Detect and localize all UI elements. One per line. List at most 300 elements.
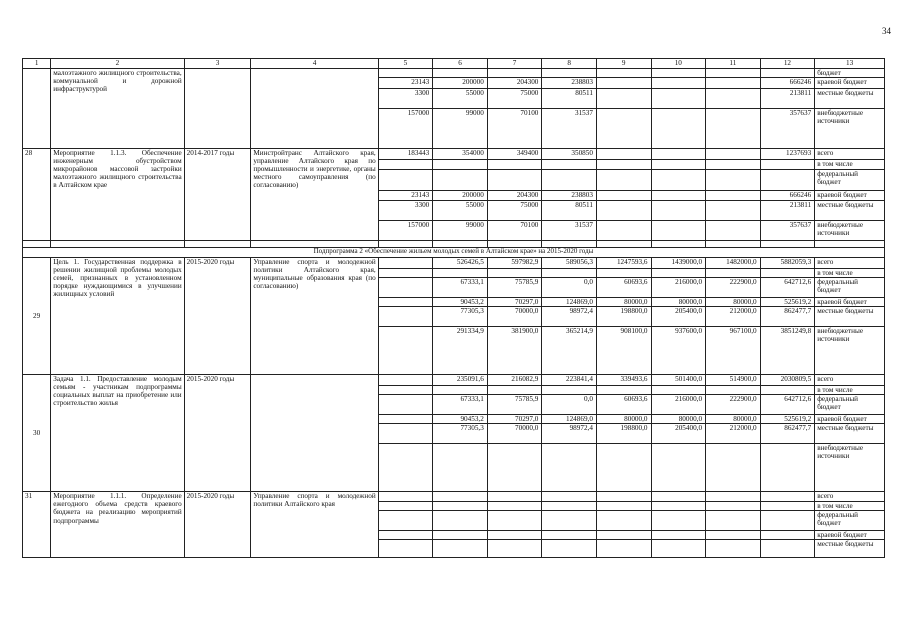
value-cell: 75000 xyxy=(487,201,542,221)
value-cell xyxy=(596,149,651,160)
value-cell: 501400,0 xyxy=(651,375,706,386)
value-cell: 222900,0 xyxy=(706,395,761,415)
value-cell: 642712,6 xyxy=(760,395,815,415)
value-cell xyxy=(542,269,597,278)
funding-source: внебюджетные источники xyxy=(815,221,885,241)
column-number: 6 xyxy=(433,59,488,69)
value-cell: 222900,0 xyxy=(706,278,761,298)
value-cell xyxy=(651,78,706,89)
value-cell: 77305,3 xyxy=(433,424,488,444)
value-cell: 200000 xyxy=(433,78,488,89)
empty-cell xyxy=(815,241,885,248)
value-cell xyxy=(433,492,488,502)
column-number: 11 xyxy=(706,59,761,69)
value-cell xyxy=(542,69,597,78)
value-cell: 70100 xyxy=(487,109,542,149)
funding-source: всего xyxy=(815,258,885,269)
subprogram-row xyxy=(23,248,885,258)
value-cell xyxy=(760,386,815,395)
value-cell: 967100,0 xyxy=(706,327,761,375)
funding-source: местные бюджеты xyxy=(815,201,885,221)
funding-source: краевой бюджет xyxy=(815,78,885,89)
value-cell xyxy=(651,540,706,558)
column-number: 12 xyxy=(760,59,815,69)
funding-source: местные бюджеты xyxy=(815,540,885,558)
value-cell: 23143 xyxy=(378,78,433,89)
value-cell: 291334,9 xyxy=(433,327,488,375)
empty-cell xyxy=(487,241,542,248)
value-cell xyxy=(487,160,542,170)
column-number: 8 xyxy=(542,59,597,69)
value-cell xyxy=(378,511,433,531)
funding-source: внебюджетные источники xyxy=(815,109,885,149)
funding-source: бюджет xyxy=(815,69,885,78)
value-cell xyxy=(706,502,761,511)
value-cell: 3851249,8 xyxy=(760,327,815,375)
value-cell xyxy=(651,191,706,201)
value-cell: 589056,3 xyxy=(542,258,597,269)
empty-cell xyxy=(23,241,51,248)
value-cell xyxy=(706,221,761,241)
value-cell: 70100 xyxy=(487,221,542,241)
executor: Управление спорта и молодежной политики Алтайского края xyxy=(251,492,378,558)
value-cell xyxy=(651,444,706,492)
value-cell xyxy=(706,540,761,558)
value-cell: 525619,2 xyxy=(760,298,815,307)
value-cell: 5882059,3 xyxy=(760,258,815,269)
column-number: 2 xyxy=(51,59,184,69)
value-cell xyxy=(596,201,651,221)
value-cell xyxy=(433,160,488,170)
measure-name: Задача 1.1. Предоставление молодым семьям - участникам подпрограммы социальных выплат на приобретение или строительство жилья xyxy=(51,375,184,492)
empty-cell xyxy=(184,241,251,248)
value-cell xyxy=(651,170,706,191)
value-cell: 862477,7 xyxy=(760,307,815,327)
value-cell xyxy=(651,502,706,511)
value-cell: 67333,1 xyxy=(433,278,488,298)
spacer-row xyxy=(23,241,885,248)
value-cell xyxy=(706,109,761,149)
value-cell: 213811 xyxy=(760,89,815,109)
value-cell xyxy=(706,78,761,89)
value-cell xyxy=(487,502,542,511)
value-cell: 349400 xyxy=(487,149,542,160)
value-cell: 60693,6 xyxy=(596,395,651,415)
value-cell: 216000,0 xyxy=(651,278,706,298)
executor: Управление спорта и молодежной политики Алтайского края, муниципальные образования края (по согласованию) xyxy=(251,258,378,375)
empty-cell xyxy=(51,241,184,248)
value-cell: 23143 xyxy=(378,191,433,201)
value-cell: 642712,6 xyxy=(760,278,815,298)
value-cell xyxy=(487,540,542,558)
empty-cell xyxy=(706,241,761,248)
value-cell xyxy=(378,386,433,395)
column-number: 4 xyxy=(251,59,378,69)
executor: Минстройтранс Алтайского края, управление Алтайского края по промышленности и энергетике, органы местного самоуправления (по согласованию) xyxy=(251,149,378,241)
value-cell xyxy=(433,511,488,531)
value-cell: 3300 xyxy=(378,89,433,109)
funding-source: федеральный бюджет xyxy=(815,170,885,191)
value-cell xyxy=(596,109,651,149)
row-number xyxy=(23,69,51,149)
value-cell: 3300 xyxy=(378,201,433,221)
value-cell: 354000 xyxy=(433,149,488,160)
value-cell xyxy=(542,444,597,492)
value-cell: 908100,0 xyxy=(596,327,651,375)
value-cell: 31537 xyxy=(542,109,597,149)
value-cell: 70297,0 xyxy=(487,415,542,424)
value-cell: 235091,6 xyxy=(433,375,488,386)
row-number: 31 xyxy=(23,492,51,558)
column-number: 13 xyxy=(815,59,885,69)
value-cell xyxy=(378,395,433,415)
period: 2015-2020 годы xyxy=(184,492,251,558)
empty-cell xyxy=(760,241,815,248)
value-cell xyxy=(542,511,597,531)
value-cell: 90453,2 xyxy=(433,415,488,424)
table-row xyxy=(23,69,885,78)
value-cell xyxy=(651,221,706,241)
funding-source: в том числе xyxy=(815,386,885,395)
value-cell: 55000 xyxy=(433,201,488,221)
value-cell xyxy=(706,531,761,540)
value-cell xyxy=(596,221,651,241)
value-cell: 80000,0 xyxy=(596,298,651,307)
value-cell: 157000 xyxy=(378,109,433,149)
value-cell: 70000,0 xyxy=(487,307,542,327)
page-number: 34 xyxy=(882,26,891,36)
empty-cell xyxy=(433,241,488,248)
value-cell: 157000 xyxy=(378,221,433,241)
value-cell: 339493,6 xyxy=(596,375,651,386)
value-cell xyxy=(596,89,651,109)
measure-name: Цель 1. Государственная поддержка в решении жилищной проблемы молодых семей, признанных в установленном порядке нуждающимися в улучшении жилищных условий xyxy=(51,258,184,375)
row-number: 30 xyxy=(23,375,51,492)
value-cell xyxy=(706,191,761,201)
value-cell xyxy=(487,444,542,492)
value-cell xyxy=(378,492,433,502)
measure-name: Мероприятие 1.1.1. Определение ежегодного объема средств краевого бюджета на реализацию мероприятий подпрограммы xyxy=(51,492,184,558)
funding-source: федеральный бюджет xyxy=(815,278,885,298)
value-cell: 212000,0 xyxy=(706,424,761,444)
value-cell xyxy=(651,386,706,395)
value-cell: 597982,9 xyxy=(487,258,542,269)
value-cell xyxy=(378,170,433,191)
value-cell xyxy=(378,160,433,170)
value-cell xyxy=(378,540,433,558)
value-cell xyxy=(433,386,488,395)
value-cell xyxy=(378,415,433,424)
value-cell xyxy=(760,502,815,511)
value-cell xyxy=(760,444,815,492)
funding-source: местные бюджеты xyxy=(815,89,885,109)
funding-source: краевой бюджет xyxy=(815,191,885,201)
funding-source: всего xyxy=(815,149,885,160)
value-cell: 937600,0 xyxy=(651,327,706,375)
period: 2015-2020 годы xyxy=(184,258,251,375)
funding-source: в том числе xyxy=(815,160,885,170)
value-cell xyxy=(760,69,815,78)
value-cell: 212000,0 xyxy=(706,307,761,327)
value-cell xyxy=(433,170,488,191)
funding-source: краевой бюджет xyxy=(815,531,885,540)
value-cell: 514900,0 xyxy=(706,375,761,386)
value-cell xyxy=(433,540,488,558)
value-cell: 70297,0 xyxy=(487,298,542,307)
value-cell xyxy=(651,201,706,221)
value-cell: 67333,1 xyxy=(433,395,488,415)
value-cell xyxy=(487,69,542,78)
funding-source: внебюджетные источники xyxy=(815,444,885,492)
value-cell xyxy=(706,89,761,109)
measure-name: Мероприятие 1.1.3. Обеспечение инженерным обустройством микрорайонов массовой застройки малоэтажного жилищного строительства в Алтайском крае xyxy=(51,149,184,241)
value-cell xyxy=(378,327,433,375)
value-cell: 98972,4 xyxy=(542,307,597,327)
value-cell xyxy=(542,160,597,170)
value-cell xyxy=(378,69,433,78)
value-cell xyxy=(542,540,597,558)
column-number: 3 xyxy=(184,59,251,69)
table-row xyxy=(23,375,885,386)
value-cell: 124869,0 xyxy=(542,415,597,424)
funding-source: краевой бюджет xyxy=(815,298,885,307)
value-cell xyxy=(596,160,651,170)
value-cell xyxy=(433,502,488,511)
value-cell: 75000 xyxy=(487,89,542,109)
value-cell: 666246 xyxy=(760,78,815,89)
empty-cell xyxy=(251,241,378,248)
value-cell: 55000 xyxy=(433,89,488,109)
empty-cell xyxy=(542,241,597,248)
value-cell xyxy=(760,269,815,278)
value-cell xyxy=(596,540,651,558)
value-cell: 90453,2 xyxy=(433,298,488,307)
value-cell: 357637 xyxy=(760,221,815,241)
value-cell xyxy=(596,170,651,191)
value-cell xyxy=(760,540,815,558)
value-cell: 200000 xyxy=(433,191,488,201)
value-cell xyxy=(378,278,433,298)
value-cell: 0,0 xyxy=(542,278,597,298)
value-cell: 183443 xyxy=(378,149,433,160)
value-cell xyxy=(651,89,706,109)
value-cell xyxy=(596,191,651,201)
value-cell xyxy=(596,269,651,278)
funding-source: краевой бюджет xyxy=(815,415,885,424)
budget-table xyxy=(22,58,885,558)
executor xyxy=(251,69,378,149)
value-cell: 1439000,0 xyxy=(651,258,706,269)
value-cell xyxy=(760,492,815,502)
row-number: 28 xyxy=(23,149,51,241)
value-cell xyxy=(487,386,542,395)
value-cell xyxy=(487,492,542,502)
funding-source: в том числе xyxy=(815,502,885,511)
value-cell xyxy=(378,531,433,540)
value-cell xyxy=(542,386,597,395)
value-cell xyxy=(651,492,706,502)
value-cell xyxy=(651,160,706,170)
empty-cell xyxy=(378,241,433,248)
value-cell xyxy=(706,269,761,278)
value-cell xyxy=(706,386,761,395)
value-cell xyxy=(706,201,761,221)
funding-source: федеральный бюджет xyxy=(815,395,885,415)
funding-source: всего xyxy=(815,375,885,386)
value-cell: 205400,0 xyxy=(651,307,706,327)
value-cell xyxy=(706,149,761,160)
funding-source: местные бюджеты xyxy=(815,307,885,327)
table-row xyxy=(23,149,885,160)
value-cell xyxy=(487,511,542,531)
value-cell: 99000 xyxy=(433,109,488,149)
empty-cell xyxy=(651,241,706,248)
value-cell xyxy=(378,258,433,269)
empty-cell xyxy=(596,241,651,248)
funding-source: внебюджетные источники xyxy=(815,327,885,375)
funding-source: федеральный бюджет xyxy=(815,511,885,531)
value-cell xyxy=(596,78,651,89)
value-cell: 216000,0 xyxy=(651,395,706,415)
table-row xyxy=(23,258,885,269)
period: 2014-2017 годы xyxy=(184,149,251,241)
value-cell xyxy=(433,444,488,492)
value-cell: 75785,9 xyxy=(487,278,542,298)
value-cell: 213811 xyxy=(760,201,815,221)
value-cell: 80511 xyxy=(542,89,597,109)
value-cell: 0,0 xyxy=(542,395,597,415)
value-cell: 60693,6 xyxy=(596,278,651,298)
value-cell xyxy=(651,109,706,149)
value-cell xyxy=(760,511,815,531)
value-cell xyxy=(651,511,706,531)
value-cell xyxy=(487,531,542,540)
executor xyxy=(251,375,378,492)
value-cell xyxy=(378,269,433,278)
funding-source: всего xyxy=(815,492,885,502)
value-cell xyxy=(596,502,651,511)
value-cell xyxy=(651,531,706,540)
value-cell: 350850 xyxy=(542,149,597,160)
value-cell xyxy=(542,531,597,540)
value-cell xyxy=(760,170,815,191)
value-cell xyxy=(651,269,706,278)
value-cell xyxy=(760,160,815,170)
row-number: 29 xyxy=(23,258,51,375)
column-number: 5 xyxy=(378,59,433,69)
value-cell xyxy=(706,444,761,492)
value-cell xyxy=(651,149,706,160)
value-cell xyxy=(487,170,542,191)
value-cell: 99000 xyxy=(433,221,488,241)
value-cell xyxy=(542,502,597,511)
value-cell xyxy=(542,170,597,191)
value-cell xyxy=(542,492,597,502)
value-cell xyxy=(378,444,433,492)
value-cell xyxy=(596,69,651,78)
value-cell: 238803 xyxy=(542,78,597,89)
value-cell xyxy=(596,492,651,502)
value-cell: 124869,0 xyxy=(542,298,597,307)
value-cell: 1482000,0 xyxy=(706,258,761,269)
value-cell: 666246 xyxy=(760,191,815,201)
value-cell: 223841,4 xyxy=(542,375,597,386)
column-number: 10 xyxy=(651,59,706,69)
period xyxy=(184,69,251,149)
value-cell: 80511 xyxy=(542,201,597,221)
column-number: 7 xyxy=(487,59,542,69)
value-cell: 80000,0 xyxy=(651,415,706,424)
value-cell: 1247593,6 xyxy=(596,258,651,269)
value-cell: 98972,4 xyxy=(542,424,597,444)
value-cell: 216082,9 xyxy=(487,375,542,386)
value-cell xyxy=(378,375,433,386)
value-cell xyxy=(706,492,761,502)
value-cell: 75785,9 xyxy=(487,395,542,415)
value-cell xyxy=(378,502,433,511)
value-cell: 80000,0 xyxy=(651,298,706,307)
value-cell xyxy=(596,444,651,492)
value-cell: 205400,0 xyxy=(651,424,706,444)
value-cell: 2030809,5 xyxy=(760,375,815,386)
header-row xyxy=(23,59,885,69)
value-cell xyxy=(433,269,488,278)
table-row xyxy=(23,492,885,502)
funding-source: в том числе xyxy=(815,269,885,278)
value-cell: 198800,0 xyxy=(596,307,651,327)
value-cell xyxy=(596,511,651,531)
value-cell: 80000,0 xyxy=(596,415,651,424)
value-cell xyxy=(596,531,651,540)
funding-source: местные бюджеты xyxy=(815,424,885,444)
value-cell: 198800,0 xyxy=(596,424,651,444)
measure-name: малоэтажного жилищного строительства, коммунальной и дорожной инфраструктурой xyxy=(51,69,184,149)
value-cell xyxy=(706,170,761,191)
value-cell: 204300 xyxy=(487,191,542,201)
value-cell: 70000,0 xyxy=(487,424,542,444)
period: 2015-2020 годы xyxy=(184,375,251,492)
value-cell xyxy=(760,531,815,540)
value-cell: 365214,9 xyxy=(542,327,597,375)
value-cell: 862477,7 xyxy=(760,424,815,444)
subprogram-title: Подпрограмма 2 «Обеспечение жильем молодых семей в Алтайском крае» на 2015-2020 годы xyxy=(23,248,885,258)
value-cell xyxy=(378,424,433,444)
value-cell xyxy=(378,298,433,307)
value-cell: 80000,0 xyxy=(706,298,761,307)
value-cell: 77305,3 xyxy=(433,307,488,327)
value-cell xyxy=(433,69,488,78)
value-cell xyxy=(706,69,761,78)
value-cell: 525619,2 xyxy=(760,415,815,424)
value-cell xyxy=(596,386,651,395)
value-cell: 238803 xyxy=(542,191,597,201)
value-cell xyxy=(651,69,706,78)
column-number: 9 xyxy=(596,59,651,69)
value-cell: 526426,5 xyxy=(433,258,488,269)
value-cell xyxy=(487,269,542,278)
value-cell xyxy=(706,511,761,531)
value-cell xyxy=(378,307,433,327)
value-cell xyxy=(706,160,761,170)
value-cell: 80000,0 xyxy=(706,415,761,424)
value-cell: 381900,0 xyxy=(487,327,542,375)
column-number: 1 xyxy=(23,59,51,69)
value-cell: 31537 xyxy=(542,221,597,241)
value-cell: 1237693 xyxy=(760,149,815,160)
value-cell: 204300 xyxy=(487,78,542,89)
value-cell xyxy=(433,531,488,540)
value-cell: 357637 xyxy=(760,109,815,149)
